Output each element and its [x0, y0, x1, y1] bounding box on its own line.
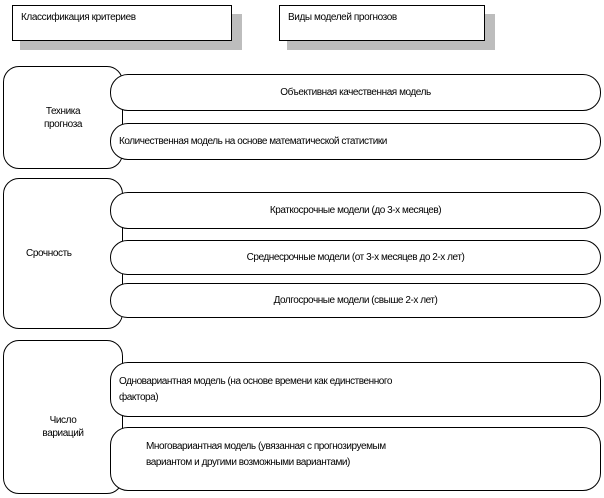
- model-label: Среднесрочные модели (от 3-х месяцев до 2-х лет): [246, 251, 465, 263]
- category-label-line: прогноза: [43, 118, 83, 130]
- model-medium-term: [110, 240, 601, 275]
- category-label-line: Техника: [45, 105, 81, 117]
- model-quantitative-statistics: [110, 123, 601, 160]
- model-label: Долгосрочные модели (свыше 2-х лет): [273, 294, 438, 306]
- category-label-line: вариаций: [42, 428, 84, 439]
- model-single-variant: [110, 362, 601, 417]
- models-header: Виды моделей прогнозов: [279, 5, 485, 41]
- model-label-line: Одновариантная модель (на основе времени как единственного: [119, 376, 393, 387]
- model-short-term: [110, 192, 601, 229]
- model-label: Объективная качественная модель: [280, 86, 431, 98]
- model-objective-qualitative: [110, 74, 601, 111]
- model-label-line: вариантом и другими возможными вариантами): [146, 457, 350, 468]
- criteria-header: Классификация критериев: [12, 5, 232, 41]
- category-label-line: Срочность: [26, 248, 72, 259]
- model-label: Краткосрочные модели (до 3-х месяцев): [269, 204, 442, 216]
- category-term: [3, 178, 123, 329]
- category-label-line: Число: [49, 415, 77, 426]
- model-label: Количественная модель на основе математической статистики: [119, 135, 387, 147]
- category-forecast-technique: [3, 66, 123, 169]
- model-long-term: [110, 283, 601, 318]
- category-variations: [3, 340, 123, 494]
- model-label-line: фактора): [119, 392, 159, 403]
- model-label-line: Многовариантная модель (увязанная с прогнозируемым: [146, 441, 386, 452]
- model-multi-variant: [110, 427, 601, 491]
